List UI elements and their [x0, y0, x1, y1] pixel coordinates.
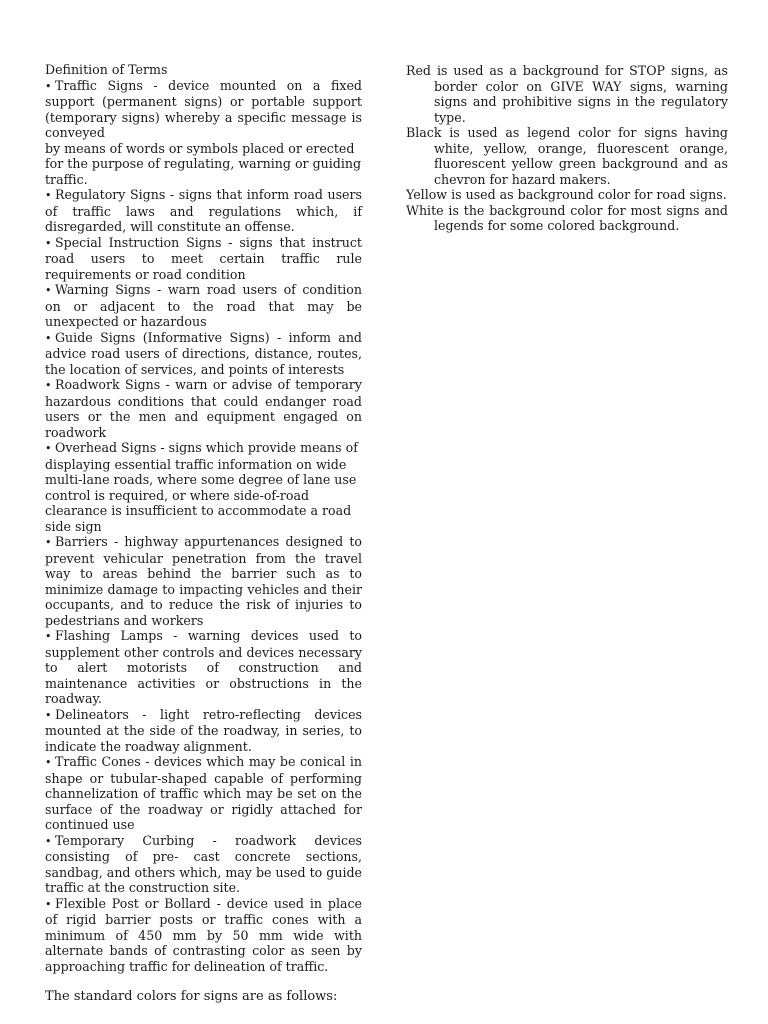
- term-special-instruction-signs: [45, 235, 362, 283]
- color-black: Black is used as legend color for signs having white, yellow, orange, fluorescent orange, fluorescent yellow green background and as chevron for hazard makers.: [406, 125, 728, 187]
- term-text: Flashing Lamps - warning devices used to supplement other controls and devices necessary to alert motorists of construction and maintenance activities or obstructions in the roadway.: [45, 628, 362, 706]
- term-text: Traffic Signs - device mounted on a fixed support (permanent signs) or portable support (temporary signs) whereby a specific message is conveyed: [45, 77, 362, 140]
- bullet-icon: •: [45, 79, 52, 93]
- term-text: Roadwork Signs - warn or advise of temporary hazardous conditions that could endanger road users or the men and equipment engaged on roadwork: [45, 377, 362, 440]
- term-text: Special Instruction Signs - signs that instruct road users to meet certain traffic rule requirements or road condition: [45, 234, 362, 282]
- term-roadwork-signs: [45, 377, 362, 440]
- left-column: [45, 62, 362, 1005]
- term-text: by means of words or symbols placed or erected for the purpose of regulating, warning or guiding traffic.: [45, 140, 362, 187]
- bullet-icon: •: [45, 536, 52, 549]
- colors-intro: The standard colors for signs are as follows:: [45, 989, 338, 1004]
- bullet-icon: •: [45, 442, 52, 455]
- bullet-icon: •: [45, 834, 52, 848]
- bullet-icon: •: [45, 331, 52, 345]
- term-text: Flexible Post or Bollard - device used in place of rigid barrier posts or traffic cones with a minimum of 450 mm by 50 mm wide with alternate bands of contrasting color as seen by approaching traffic for delineation of traffic.: [45, 895, 362, 974]
- term-flashing-lamps: [45, 628, 362, 707]
- bullet-icon: •: [45, 756, 52, 769]
- bullet-icon: •: [45, 189, 52, 202]
- right-column: [406, 63, 728, 234]
- term-regulatory-signs: [45, 187, 362, 235]
- term-text: Overhead Signs - signs which provide means of displaying essential traffic information on wide multi-lane roads, where some degree of lane use control is required, or where side-of-road clearance is insufficient to accommodate a road side sign: [45, 440, 358, 534]
- term-text: Barriers - highway appurtenances designed to prevent vehicular penetration from the travel way to areas behind the barrier such as to minimize damage to impacting vehicles and their occupants, and to reduce the risk of injuries to pedestrians and workers: [45, 534, 362, 628]
- term-text: Regulatory Signs - signs that inform road users of traffic laws and regulations which, if disregarded, will constitute an offense.: [45, 187, 362, 234]
- term-flexible-post: [45, 896, 362, 975]
- section-heading: Definition of Terms: [45, 62, 168, 77]
- term-guide-signs: [45, 330, 362, 378]
- color-red: Red is used as a background for STOP signs, as border color on GIVE WAY signs, warning signs and prohibitive signs in the regulatory type.: [406, 63, 728, 125]
- term-traffic-signs: [45, 78, 362, 141]
- term-overhead-signs: [45, 440, 362, 534]
- term-text: Warning Signs - warn road users of condition on or adjacent to the road that may be unexpected or hazardous: [45, 282, 362, 329]
- term-barriers: [45, 534, 362, 628]
- term-text: Delineators - light retro-reflecting devices mounted at the side of the roadway, in series, to indicate the roadway alignment.: [45, 706, 362, 754]
- term-text: Temporary Curbing - roadwork devices consisting of pre- cast concrete sections, sandbag, and others which, may be used to guide traffic at the construction site.: [45, 832, 362, 895]
- term-text: Guide Signs (Informative Signs) - inform and advice road users of directions, distance, routes, the location of services, and points of interests: [45, 329, 362, 377]
- term-warning-signs: [45, 282, 362, 330]
- bullet-icon: •: [45, 379, 52, 392]
- term-text: Traffic Cones - devices which may be conical in shape or tubular-shaped capable of performing channelization of traffic which may be set on the surface of the roadway or rigidly attached for continued use: [45, 754, 362, 832]
- term-traffic-cones: [45, 754, 362, 833]
- color-white: White is the background color for most signs and legends for some colored background.: [406, 202, 728, 233]
- bullet-icon: •: [45, 236, 52, 250]
- bullet-icon: •: [45, 897, 52, 911]
- bullet-icon: •: [45, 630, 52, 643]
- term-temporary-curbing: [45, 833, 362, 896]
- term-traffic-signs-continued: [45, 141, 362, 188]
- term-delineators: [45, 707, 362, 755]
- color-yellow: Yellow is used as background color for road signs.: [406, 187, 727, 202]
- bullet-icon: •: [45, 708, 52, 722]
- bullet-icon: •: [45, 284, 52, 297]
